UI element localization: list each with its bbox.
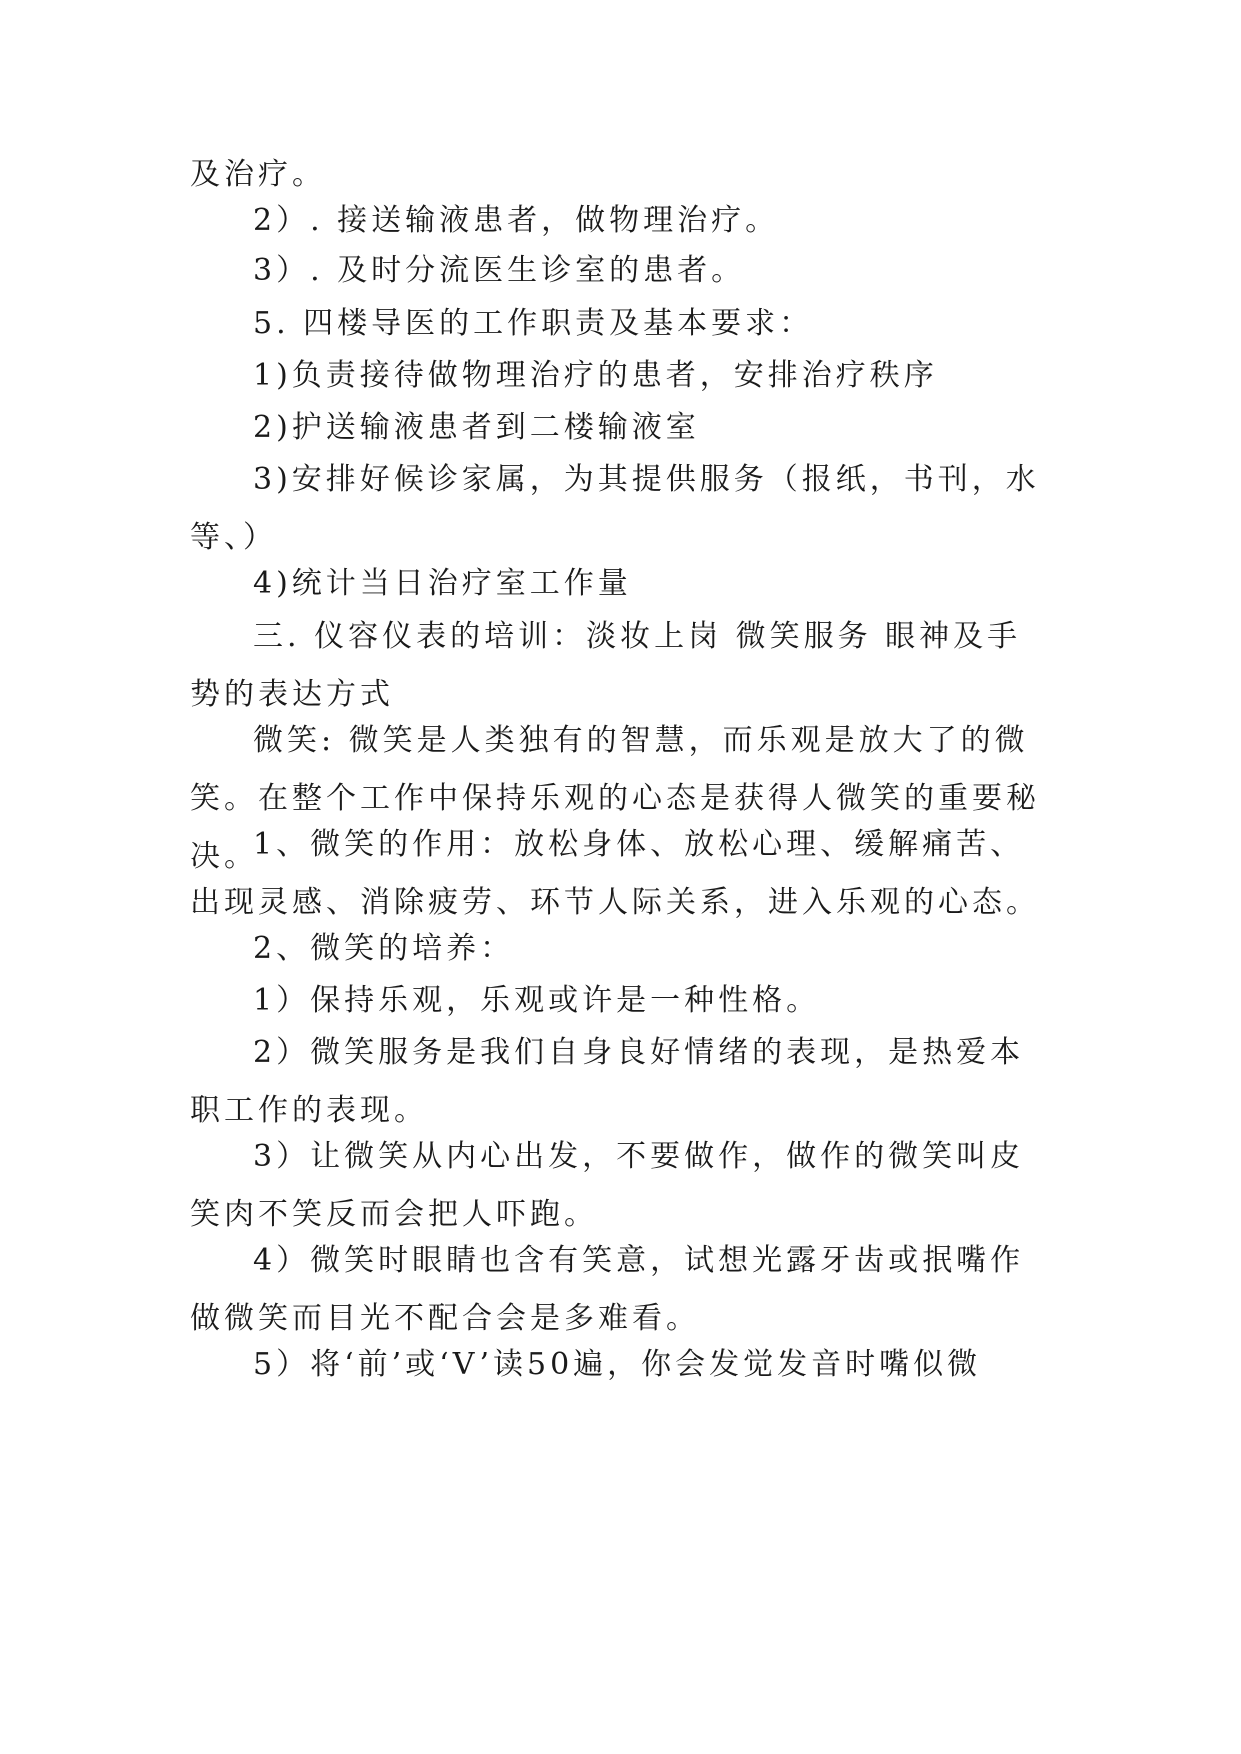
paragraph-item: 2)护送输液患者到二楼输液室 (253, 410, 700, 445)
paragraph-item: 2）. 接送输液患者，做物理治疗。 (253, 203, 780, 238)
paragraph-item: 1）保持乐观，乐观或许是一种性格。 (253, 983, 821, 1018)
paragraph: 微笑: 微笑是人类独有的智慧，而乐观是放大了的微笑。在整个工作中保持乐观的心态是获得人微笑的重要秘决。 (190, 723, 1040, 874)
paragraph-item: 4）微笑时眼睛也含有笑意，试想光露牙齿或抿嘴作做微笑而目光不配合会是多难看。 (190, 1243, 1025, 1336)
paragraph-item: 1)负责接待做物理治疗的患者，安排治疗秩序 (253, 358, 938, 393)
paragraph-item: 2）微笑服务是我们自身良好情绪的表现，是热爱本职工作的表现。 (190, 1035, 1025, 1128)
paragraph-item: 3）让微笑从内心出发，不要做作，做作的微笑叫皮笑肉不笑反而会把人吓跑。 (190, 1139, 1025, 1232)
paragraph-item: 1、微笑的作用：放松身体、放松心理、缓解痛苦、出现灵感、消除疲劳、环节人际关系，进入乐观的心态。 (190, 827, 1040, 920)
section-heading: 5. 四楼导医的工作职责及基本要求： (253, 306, 814, 341)
paragraph-item: 3）. 及时分流医生诊室的患者。 (253, 253, 746, 288)
paragraph-item: 4)统计当日治疗室工作量 (253, 566, 632, 601)
paragraph-item: 3)安排好候诊家属，为其提供服务（报纸，书刊，水等、） (190, 462, 1040, 555)
paragraph-continuation: 及治疗。 (190, 157, 326, 192)
subheading: 2、微笑的培养： (253, 931, 515, 966)
paragraph-item: 5）将‘前’或‘V’读50遍，你会发觉发音时嘴似微 (253, 1347, 982, 1382)
section-heading: 三. 仪容仪表的培训：淡妆上岗 微笑服务 眼神及手势的表达方式 (190, 619, 1022, 712)
